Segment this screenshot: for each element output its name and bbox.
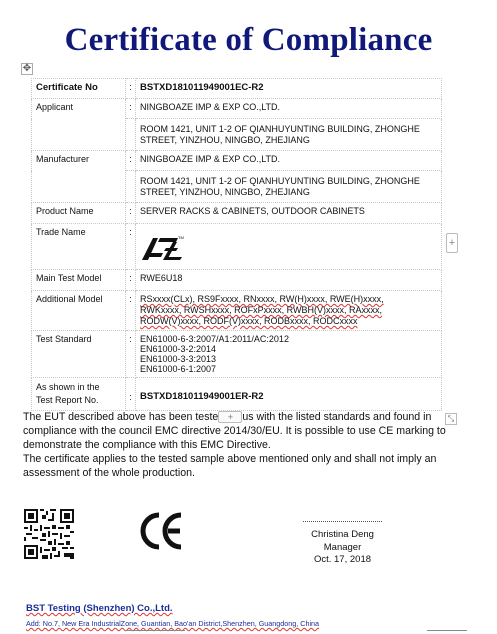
applicant-name: NINGBOAZE IMP & EXP CO.,LTD.	[136, 99, 442, 119]
additional-model-line: RSxxxx(CLx), RS9Fxxxx, RNxxxx, RW(H)xxxx, RWE(H)xxxx,	[140, 294, 384, 304]
inline-plus-icon[interactable]: +	[218, 411, 242, 423]
main-test-model-label: Main Test Model	[32, 270, 126, 291]
colon: :	[126, 378, 136, 411]
certificate-table	[31, 78, 441, 408]
svg-text:CE: CE	[139, 511, 141, 512]
colon: :	[126, 99, 136, 119]
test-standard-item: EN61000-3-3:2013	[140, 354, 217, 364]
signature-date: Oct. 17, 2018	[313, 554, 372, 565]
test-report-no-value: BSTXD181011949001ER-R2	[136, 378, 442, 411]
test-standard-item: EN61000-6-1:2007	[140, 364, 217, 374]
signature-line	[303, 521, 382, 522]
colon: :	[126, 291, 136, 331]
table-move-handle-icon[interactable]: ✥	[22, 63, 32, 74]
trade-name-logo	[140, 233, 186, 266]
additional-model-label: Additional Model	[32, 291, 126, 331]
main-test-model-value: RWE6U18	[136, 270, 442, 291]
trade-name-label: Trade Name	[32, 224, 126, 270]
colon: :	[126, 79, 136, 99]
divider	[125, 630, 185, 631]
colon: :	[126, 331, 136, 378]
additional-model-line: RWKxxxx, RWSHxxxx, ROFxPxxxx, RWBH(V)xxxx, RAxxxx,	[140, 305, 383, 315]
product-name-value: SERVER RACKS & CABINETS, OUTDOOR CABINETS	[136, 203, 442, 224]
issuer-company: BST Testing (Shenzhen) Co.,Ltd.	[26, 603, 173, 614]
colon: :	[126, 203, 136, 224]
test-standard-list	[136, 331, 442, 378]
qr-code	[24, 509, 74, 559]
product-name-label: Product Name	[32, 203, 126, 224]
manufacturer-name: NINGBOAZE IMP & EXP CO.,LTD.	[136, 151, 442, 171]
statement-paragraph-1: The EUT described above has been teste + us with the listed standards and found in compliance with the council EMC directive 2014/30/EU. It is possible to use CE marking to demonstrate the compliance with this EMC Directive.	[23, 411, 446, 451]
expand-icon[interactable]: ⤡	[445, 413, 457, 425]
svg-text:TM: TM	[178, 235, 184, 240]
signatory-name: Christina Deng	[311, 529, 374, 540]
colon: :	[126, 151, 136, 171]
test-standard-item: EN61000-6-3:2007/A1:2011/AC:2012	[140, 334, 289, 344]
issuer-address: Add: No.7, New Era IndustrialZone, Guantian, Bao'an District,Shenzhen, Guangdong, China	[26, 619, 320, 628]
manufacturer-address: ROOM 1421, UNIT 1-2 OF QIANHUYUNTING BUILDING, ZHONGHE STREET, YINZHOU, NINGBO, ZHEJIANG	[136, 171, 442, 203]
signatory-title: Manager	[323, 541, 362, 553]
certificate-no-value: BSTXD181011949001EC-R2	[136, 79, 442, 99]
certificate-title: Certificate of Compliance	[64, 22, 433, 58]
additional-model-line: RODW(V)xxxx, RODF(V)xxxx, RODBxxxx, RODCxxxx	[140, 316, 358, 326]
applicant-address: ROOM 1421, UNIT 1-2 OF QIANHUYUNTING BUILDING, ZHONGHE STREET, YINZHOU, NINGBO, ZHEJIANG	[136, 119, 442, 151]
statement-paragraph-2: The certificate applies to the tested sample above mentioned only and shall not imply an assessment of the whole production.	[23, 453, 437, 479]
divider	[427, 630, 467, 631]
additional-model-value	[136, 291, 442, 331]
compliance-statement	[23, 410, 468, 480]
colon: :	[126, 224, 136, 270]
applicant-label: Applicant	[32, 99, 126, 151]
certificate-no-label: Certificate No	[32, 79, 126, 99]
ce-mark	[139, 511, 185, 551]
colon: :	[126, 270, 136, 291]
manufacturer-label: Manufacturer	[32, 151, 126, 203]
test-standard-label: Test Standard	[32, 331, 126, 378]
add-column-plus-icon[interactable]: +	[446, 233, 458, 253]
signature-block	[270, 529, 415, 567]
report-no-label: As shown in the Test Report No.	[32, 378, 126, 411]
test-standard-item: EN61000-3-2:2014	[140, 344, 217, 354]
